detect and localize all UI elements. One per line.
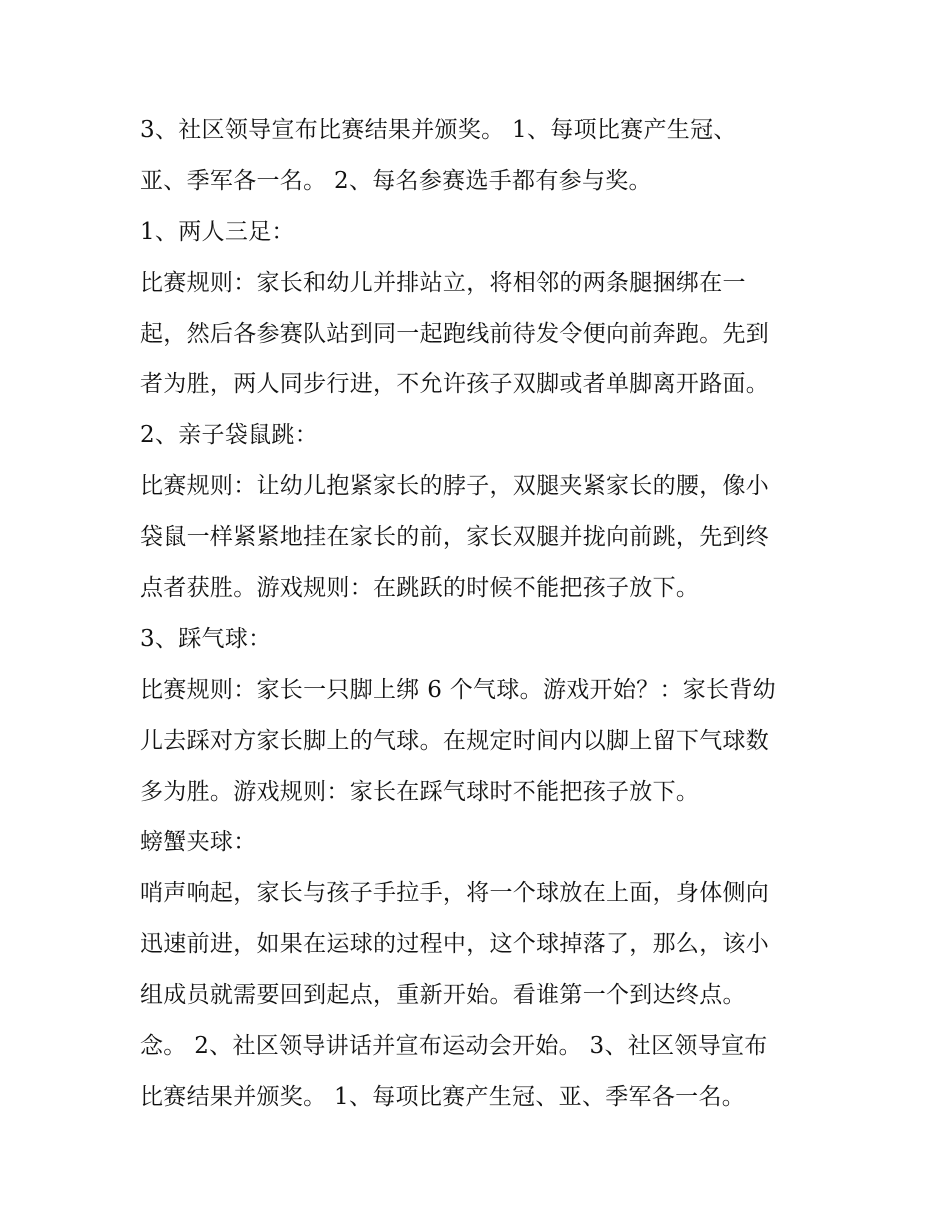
text-line: 比赛规则：家长一只脚上绑 6 个气球。游戏开始？：家长背幼 [140,676,776,703]
text-line: 儿去踩对方家长脚上的气球。在规定时间内以脚上留下气球数 [140,727,770,754]
text-line: 迅速前进，如果在运球的过程中，这个球掉落了，那么，该小 [140,931,770,958]
text-line: 比赛规则：让幼儿抱紧家长的脖子，双腿夹紧家长的腰，像小 [140,473,770,500]
text-line: 比赛规则：家长和幼儿并排站立，将相邻的两条腿捆绑在一 [140,269,746,296]
section-heading: 螃蟹夹球： [140,829,257,856]
text-line: 组成员就需要回到起点，重新开始。看谁第一个到达终点。 [140,982,746,1009]
text-line: 者为胜，两人同步行进，不允许孩子双脚或者单脚离开路面。 [140,371,770,398]
text-line: 念。 2、社区领导讲话并宣布运动会开始。 3、社区领导宣布 [140,1033,768,1060]
text-line: 起，然后各参赛队站到同一起跑线前待发令便向前奔跑。先到 [140,320,770,347]
text-line: 3、社区领导宣布比赛结果并颁奖。 1、每项比赛产生冠、 [140,117,737,143]
text-line: 比赛结果并颁奖。 1、每项比赛产生冠、亚、季军各一名。 [140,1083,746,1110]
text-line: 亚、季军各一名。 2、每名参赛选手都有参与奖。 [140,167,652,194]
document-body [140,105,820,1123]
section-heading: 1、两人三足： [140,218,295,245]
text-line: 点者获胜。游戏规则：在跳跃的时候不能把孩子放下。 [140,575,700,602]
text-line: 袋鼠一样紧紧地挂在家长的前，家长双腿并拢向前跳，先到终 [140,524,770,551]
section-heading: 3、踩气球： [140,625,272,652]
section-heading: 2、亲子袋鼠跳： [140,422,319,449]
text-line: 哨声响起，家长与孩子手拉手，将一个球放在上面，身体侧向 [140,880,770,907]
text-line: 多为胜。游戏规则：家长在踩气球时不能把孩子放下。 [140,778,700,805]
